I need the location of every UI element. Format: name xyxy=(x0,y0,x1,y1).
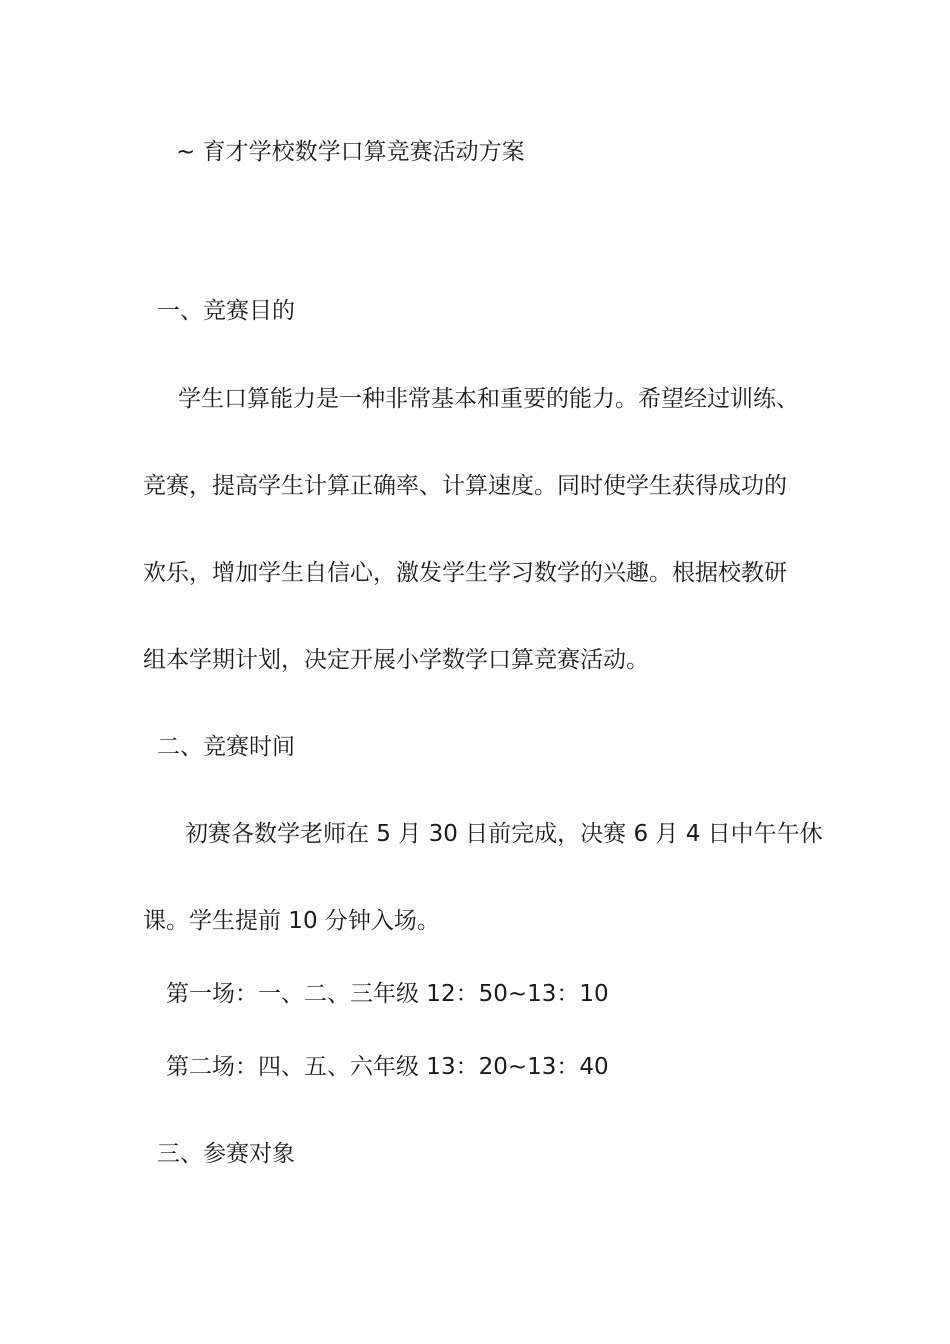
session-line-second: 第二场：四、五、六年级 13：20~13：40 xyxy=(166,1054,609,1080)
paragraph-line: 欢乐，增加学生自信心，激发学生学习数学的兴趣。根据校教研 xyxy=(143,560,787,586)
paragraph-line: 组本学期计划，决定开展小学数学口算竞赛活动。 xyxy=(143,647,649,673)
paragraph-line: 初赛各数学老师在 5 月 30 日前完成，决赛 6 月 4 日中午午休 xyxy=(185,821,823,847)
section-heading-time: 二、竞赛时间 xyxy=(157,734,295,760)
session-line-first: 第一场：一、二、三年级 12：50~13：10 xyxy=(166,981,609,1007)
paragraph-line: 竞赛，提高学生计算正确率、计算速度。同时使学生获得成功的 xyxy=(143,473,787,499)
paragraph-line: 课。学生提前 10 分钟入场。 xyxy=(143,908,440,934)
section-heading-participants: 三、参赛对象 xyxy=(157,1141,295,1167)
paragraph-line: 学生口算能力是一种非常基本和重要的能力。希望经过训练、 xyxy=(178,386,799,412)
section-heading-purpose: 一、竞赛目的 xyxy=(157,298,295,324)
document-title: ~ 育才学校数学口算竞赛活动方案 xyxy=(176,139,525,165)
